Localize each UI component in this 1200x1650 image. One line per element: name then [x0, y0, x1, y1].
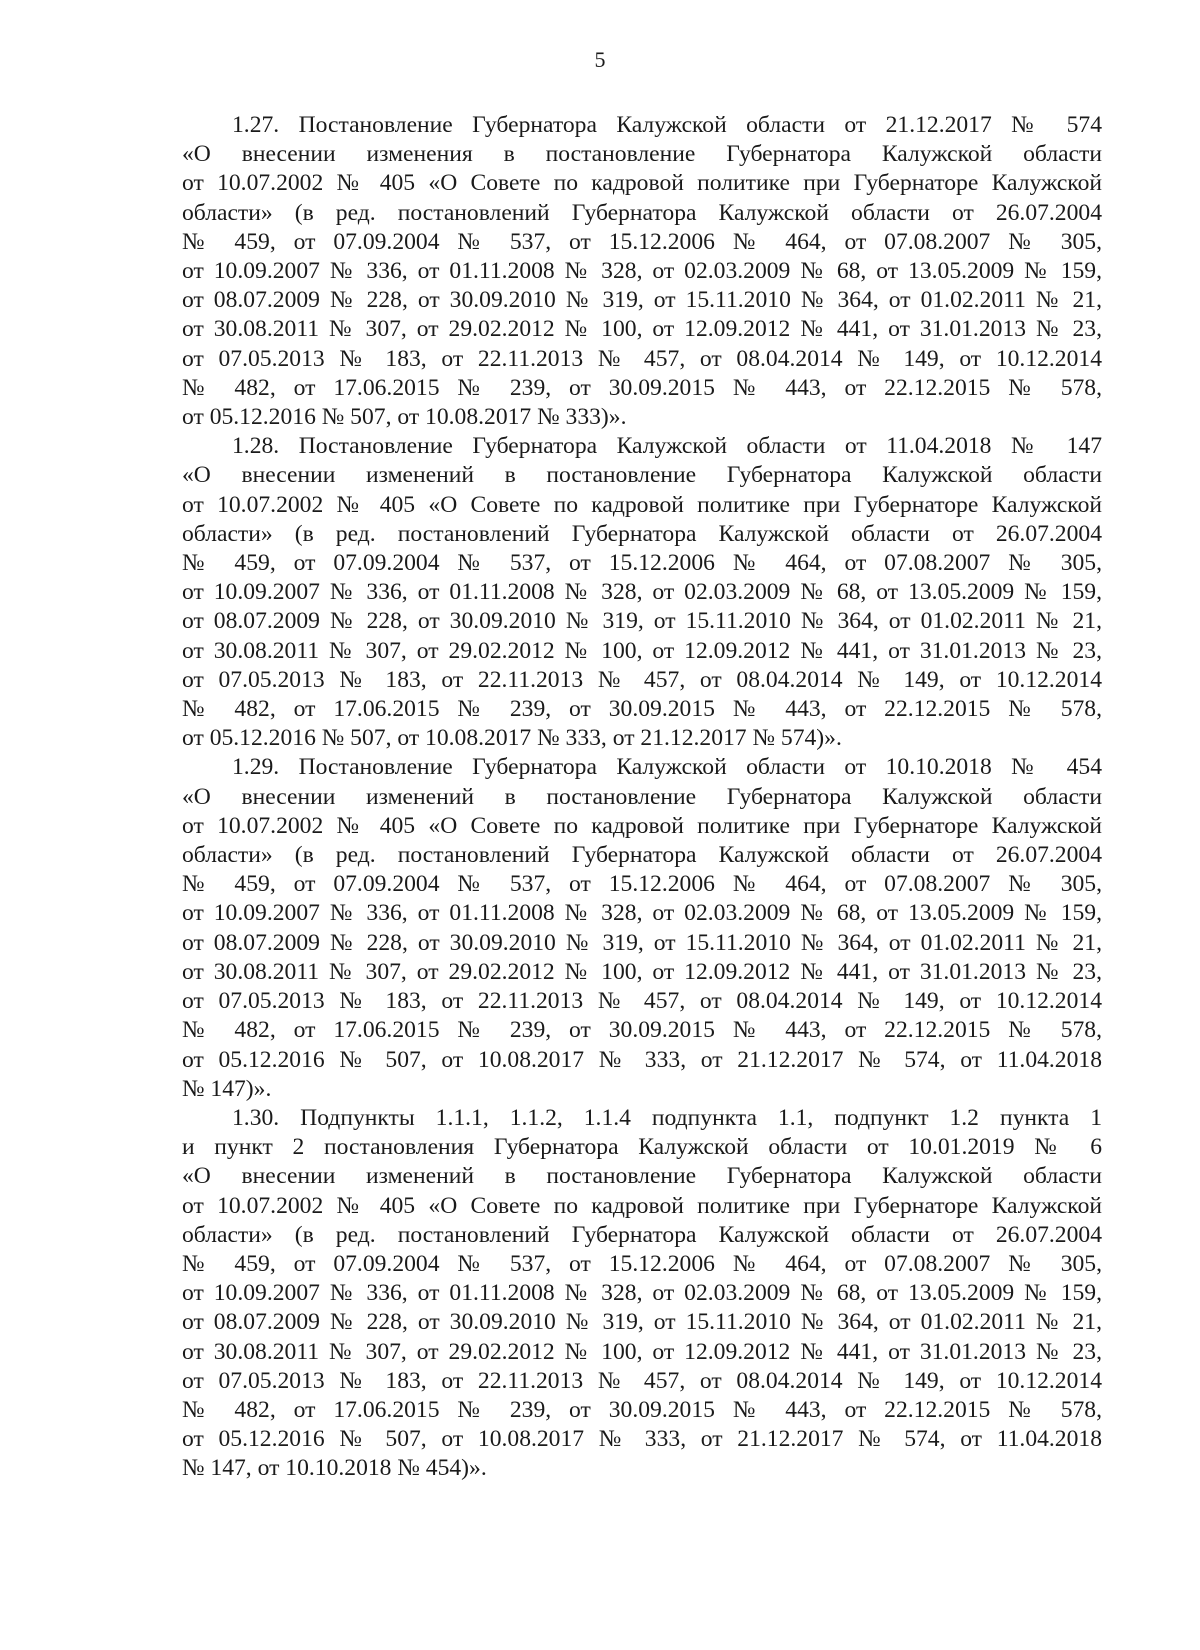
paragraph-line: № 482, от 17.06.2015 № 239, от 30.09.2015 № 443, от 22.12.2015 № 578, [182, 696, 1102, 723]
paragraph-line: от 10.09.2007 № 336, от 01.11.2008 № 328, от 02.03.2009 № 68, от 13.05.2009 № 159, [182, 1280, 1102, 1307]
paragraph-line: от 10.07.2002 № 405 «О Совете по кадровой политике при Губернаторе Калужской [182, 170, 1102, 197]
paragraph-line: 1.27. Постановление Губернатора Калужской области от 21.12.2017 № 574 [232, 112, 1102, 138]
paragraph-line: от 10.09.2007 № 336, от 01.11.2008 № 328, от 02.03.2009 № 68, от 13.05.2009 № 159, [182, 900, 1102, 927]
document-body [182, 111, 1102, 1484]
paragraph-line: от 08.07.2009 № 228, от 30.09.2010 № 319, от 15.11.2010 № 364, от 01.02.2011 № 21, [182, 929, 1102, 956]
paragraph-line: «О внесении изменений в постановление Губернатора Калужской области [182, 783, 1102, 810]
paragraph-line: от 10.09.2007 № 336, от 01.11.2008 № 328, от 02.03.2009 № 68, от 13.05.2009 № 159, [182, 579, 1102, 606]
paragraph-1-27 [182, 111, 1102, 432]
paragraph-line: № 459, от 07.09.2004 № 537, от 15.12.2006 № 464, от 07.08.2007 № 305, [182, 550, 1102, 577]
paragraph-line: и пункт 2 постановления Губернатора Калужской области от 10.01.2019 № 6 [182, 1134, 1102, 1161]
paragraph-line: от 10.07.2002 № 405 «О Совете по кадровой политике при Губернаторе Калужской [182, 491, 1102, 518]
paragraph-line: «О внесении изменения в постановление Губернатора Калужской области [182, 141, 1102, 168]
paragraph-line: № 482, от 17.06.2015 № 239, от 30.09.2015 № 443, от 22.12.2015 № 578, [182, 374, 1102, 401]
paragraph-line: от 30.08.2011 № 307, от 29.02.2012 № 100, от 12.09.2012 № 441, от 31.01.2013 № 23, [182, 1338, 1102, 1365]
paragraph-line: от 10.07.2002 № 405 «О Совете по кадровой политике при Губернаторе Калужской [182, 1192, 1102, 1219]
paragraph-line: № 482, от 17.06.2015 № 239, от 30.09.2015 № 443, от 22.12.2015 № 578, [182, 1017, 1102, 1044]
paragraph-line: от 05.12.2016 № 507, от 10.08.2017 № 333, от 21.12.2017 № 574)». [182, 725, 842, 752]
paragraph-line: области» (в ред. постановлений Губернатора Калужской области от 26.07.2004 [182, 842, 1102, 869]
paragraph-line: 1.28. Постановление Губернатора Калужской области от 11.04.2018 № 147 [232, 433, 1102, 460]
paragraph-line: от 08.07.2009 № 228, от 30.09.2010 № 319, от 15.11.2010 № 364, от 01.02.2011 № 21, [182, 287, 1102, 314]
paragraph-line: 1.29. Постановление Губернатора Калужской области от 10.10.2018 № 454 [232, 754, 1102, 781]
paragraph-line: от 07.05.2013 № 183, от 22.11.2013 № 457, от 08.04.2014 № 149, от 10.12.2014 [182, 666, 1102, 693]
paragraph-line: области» (в ред. постановлений Губернатора Калужской области от 26.07.2004 [182, 199, 1102, 226]
paragraph-line: от 30.08.2011 № 307, от 29.02.2012 № 100, от 12.09.2012 № 441, от 31.01.2013 № 23, [182, 637, 1102, 664]
paragraph-line: от 05.12.2016 № 507, от 10.08.2017 № 333)». [182, 404, 627, 431]
paragraph-line: № 147)». [182, 1075, 272, 1102]
paragraph-line: от 05.12.2016 № 507, от 10.08.2017 № 333, от 21.12.2017 № 574, от 11.04.2018 [182, 1046, 1102, 1073]
paragraph-line: № 459, от 07.09.2004 № 537, от 15.12.2006 № 464, от 07.08.2007 № 305, [182, 1250, 1102, 1277]
paragraph-line: от 30.08.2011 № 307, от 29.02.2012 № 100, от 12.09.2012 № 441, от 31.01.2013 № 23, [182, 316, 1102, 343]
paragraph-line: № 459, от 07.09.2004 № 537, от 15.12.2006 № 464, от 07.08.2007 № 305, [182, 228, 1102, 255]
paragraph-line: от 08.07.2009 № 228, от 30.09.2010 № 319, от 15.11.2010 № 364, от 01.02.2011 № 21, [182, 1309, 1102, 1336]
paragraph-line: № 459, от 07.09.2004 № 537, от 15.12.2006 № 464, от 07.08.2007 № 305, [182, 871, 1102, 898]
paragraph-line: от 07.05.2013 № 183, от 22.11.2013 № 457, от 08.04.2014 № 149, от 10.12.2014 [182, 1367, 1102, 1394]
paragraph-1-29 [182, 753, 1102, 1103]
paragraph-line: от 10.07.2002 № 405 «О Совете по кадровой политике при Губернаторе Калужской [182, 812, 1102, 839]
paragraph-line: от 08.07.2009 № 228, от 30.09.2010 № 319, от 15.11.2010 № 364, от 01.02.2011 № 21, [182, 608, 1102, 635]
paragraph-line: от 05.12.2016 № 507, от 10.08.2017 № 333, от 21.12.2017 № 574, от 11.04.2018 [182, 1426, 1102, 1453]
paragraph-line: от 07.05.2013 № 183, от 22.11.2013 № 457, от 08.04.2014 № 149, от 10.12.2014 [182, 988, 1102, 1015]
paragraph-1-28 [182, 432, 1102, 753]
paragraph-line: «О внесении изменений в постановление Губернатора Калужской области [182, 462, 1102, 489]
paragraph-line: № 147, от 10.10.2018 № 454)». [182, 1455, 487, 1482]
paragraph-line: от 10.09.2007 № 336, от 01.11.2008 № 328, от 02.03.2009 № 68, от 13.05.2009 № 159, [182, 258, 1102, 285]
paragraph-line: от 07.05.2013 № 183, от 22.11.2013 № 457, от 08.04.2014 № 149, от 10.12.2014 [182, 345, 1102, 372]
paragraph-line: 1.30. Подпункты 1.1.1, 1.1.2, 1.1.4 подпункта 1.1, подпункт 1.2 пункта 1 [232, 1104, 1102, 1131]
paragraph-line: № 482, от 17.06.2015 № 239, от 30.09.2015 № 443, от 22.12.2015 № 578, [182, 1396, 1102, 1423]
page-number: 5 [594, 47, 606, 72]
paragraph-line: «О внесении изменений в постановление Губернатора Калужской области [182, 1163, 1102, 1190]
paragraph-line: области» (в ред. постановлений Губернатора Калужской области от 26.07.2004 [182, 520, 1102, 547]
paragraph-line: от 30.08.2011 № 307, от 29.02.2012 № 100, от 12.09.2012 № 441, от 31.01.2013 № 23, [182, 958, 1102, 985]
paragraph-line: области» (в ред. постановлений Губернатора Калужской области от 26.07.2004 [182, 1221, 1102, 1248]
paragraph-1-30 [182, 1104, 1102, 1484]
